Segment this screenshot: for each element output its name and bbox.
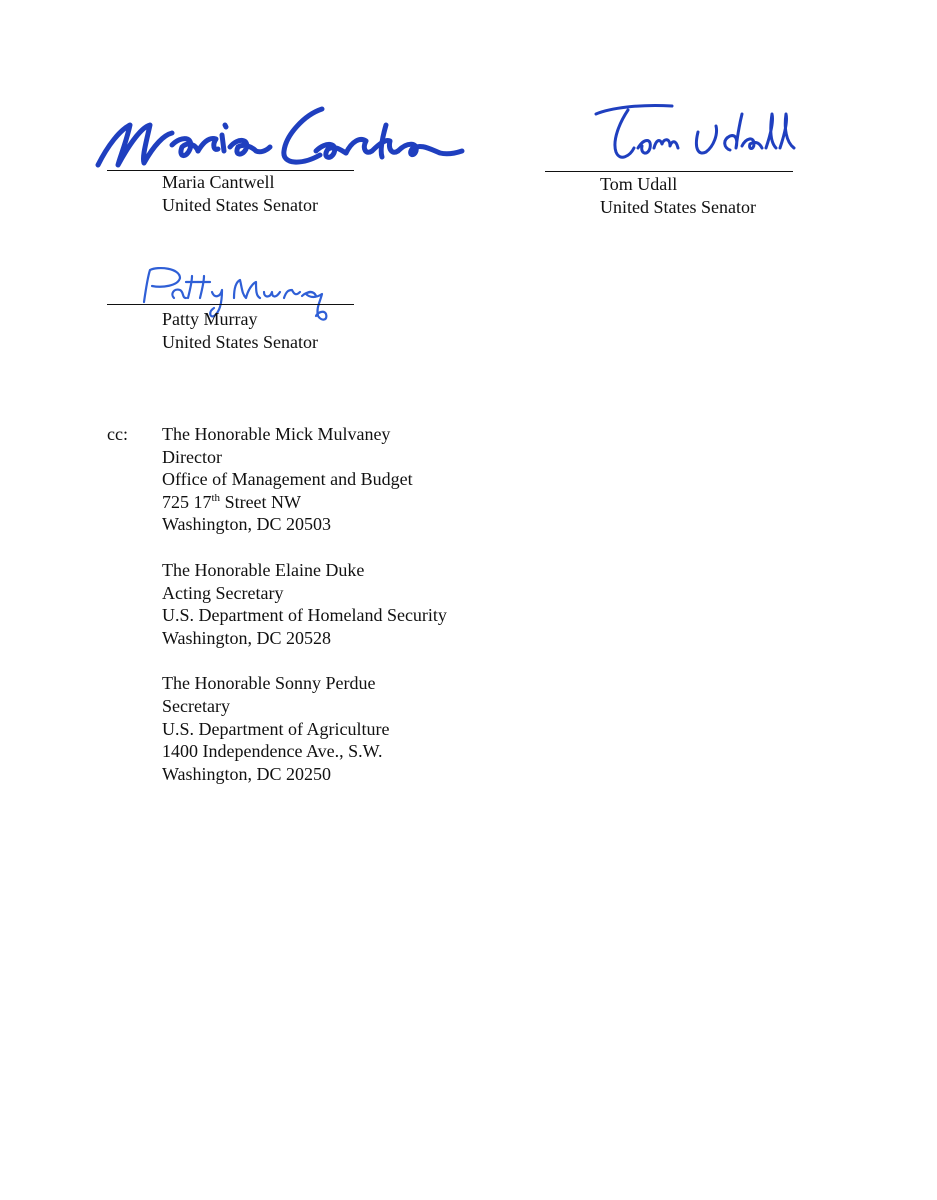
signature-line-murray (107, 304, 354, 305)
signer-title-udall: United States Senator (600, 197, 756, 217)
recipient-name: The Honorable Mick Mulvaney (162, 424, 391, 444)
recipient-office: Office of Management and Budget (162, 469, 413, 490)
recipient-office: U.S. Department of Homeland Security (162, 605, 447, 626)
cc-recipient-list (162, 423, 447, 808)
recipient-name: The Honorable Elaine Duke (162, 559, 365, 580)
street-number: 725 17 (162, 491, 212, 512)
recipient-title: Acting Secretary (162, 582, 284, 603)
cc-recipient-mulvaney (162, 423, 447, 536)
recipient-office: U.S. Department of Agriculture (162, 718, 390, 739)
recipient-title: Secretary (162, 695, 230, 716)
signer-name-udall: Tom Udall (600, 174, 678, 194)
cc-recipient-perdue (162, 672, 447, 785)
signer-title-cantwell: United States Senator (162, 195, 318, 215)
recipient-name: The Honorable Sonny Perdue (162, 673, 376, 694)
signer-name-cantwell: Maria Cantwell (162, 172, 275, 192)
signature-udall-image (590, 92, 800, 172)
street-rest: Street NW (220, 491, 302, 512)
signer-title-murray: United States Senator (162, 332, 318, 352)
recipient-street (162, 491, 447, 514)
recipient-title: Director (162, 446, 222, 467)
cc-recipient-duke (162, 559, 447, 649)
signature-line-udall (545, 171, 793, 172)
recipient-city: Washington, DC 20503 (162, 514, 332, 535)
recipient-city: Washington, DC 20528 (162, 627, 332, 648)
street-ordinal-suffix: th (211, 491, 221, 504)
signature-cantwell-image (90, 95, 470, 175)
cc-label: cc: (107, 424, 128, 444)
recipient-street: 1400 Independence Ave., S.W. (162, 741, 383, 762)
signer-name-murray: Patty Murray (162, 309, 258, 329)
recipient-city: Washington, DC 20250 (162, 763, 332, 784)
